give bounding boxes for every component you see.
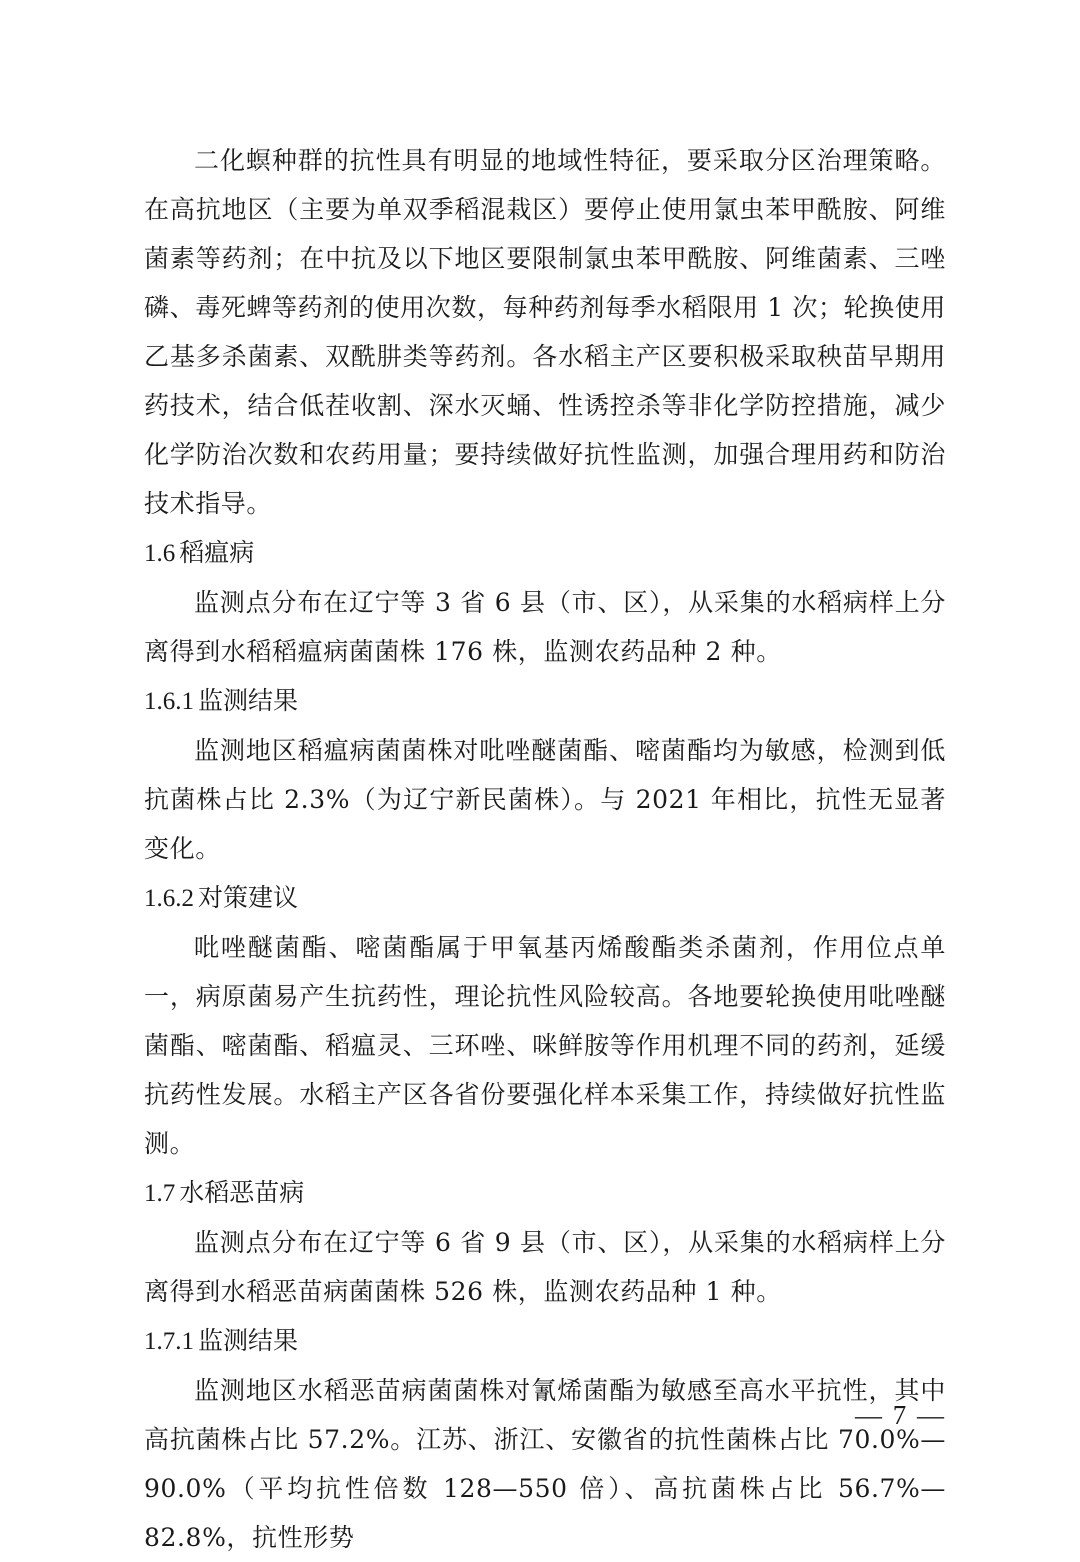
section-heading-bakanae: [144, 1168, 946, 1218]
section-title: 监测结果: [198, 686, 299, 715]
section-title: 监测结果: [198, 1326, 299, 1355]
paragraph-bakanae-results: 监测地区水稻恶苗病菌菌株对氰烯菌酯为敏感至高水平抗性，其中高抗菌株占比 57.2%。江苏、浙江、安徽省的抗性菌株占比 70.0%—90.0%（平均抗性倍数 128—550 倍）、高抗菌株占比 56.7%—82.8%，抗性形势: [144, 1376, 946, 1552]
section-title: 对策建议: [198, 883, 299, 912]
subsection-heading-blast-recommendations: [144, 873, 946, 923]
paragraph-bakanae-overview: 监测点分布在辽宁等 6 省 9 县（市、区），从采集的水稻病样上分离得到水稻恶苗病菌菌株 526 株，监测农药品种 1 种。: [144, 1228, 946, 1306]
document-body: [144, 136, 946, 1562]
subsection-heading-blast-results: [144, 676, 946, 726]
section-heading-rice-blast: [144, 528, 946, 578]
paragraph-blast-results: 监测地区稻瘟病菌菌株对吡唑醚菌酯、嘧菌酯均为敏感，检测到低抗菌株占比 2.3%（为辽宁新民菌株）。与 2021 年相比，抗性无显著变化。: [144, 736, 946, 863]
paragraph-rice-blast-overview: 监测点分布在辽宁等 3 省 6 县（市、区），从采集的水稻病样上分离得到水稻稻瘟病菌菌株 176 株，监测农药品种 2 种。: [144, 588, 946, 666]
section-number: 1.7: [144, 1180, 176, 1207]
section-number: 1.6: [144, 540, 176, 567]
section-number: 1.6.1: [144, 688, 194, 715]
paragraph-blast-recommendations: 吡唑醚菌酯、嘧菌酯属于甲氧基丙烯酸酯类杀菌剂，作用位点单一，病原菌易产生抗药性，理论抗性风险较高。各地要轮换使用吡唑醚菌酯、嘧菌酯、稻瘟灵、三环唑、咪鲜胺等作用机理不同的药剂，延缓抗药性发展。水稻主产区各省份要强化样本采集工作，持续做好抗性监测。: [144, 933, 946, 1158]
section-number: 1.6.2: [144, 885, 194, 912]
section-number: 1.7.1: [144, 1328, 194, 1355]
section-title: 稻瘟病: [179, 538, 255, 567]
page-number: — 7 —: [855, 1400, 946, 1430]
paragraph-stem-borer-strategy: 二化螟种群的抗性具有明显的地域性特征，要采取分区治理策略。在高抗地区（主要为单双季稻混栽区）要停止使用氯虫苯甲酰胺、阿维菌素等药剂；在中抗及以下地区要限制氯虫苯甲酰胺、阿维菌素、三唑磷、毒死蜱等药剂的使用次数，每种药剂每季水稻限用 1 次；轮换使用乙基多杀菌素、双酰肼类等药剂。各水稻主产区要积极采取秧苗早期用药技术，结合低茬收割、深水灭蛹、性诱控杀等非化学防控措施，减少化学防治次数和农药用量；要持续做好抗性监测，加强合理用药和防治技术指导。: [144, 146, 946, 518]
section-title: 水稻恶苗病: [179, 1178, 305, 1207]
subsection-heading-bakanae-results: [144, 1316, 946, 1366]
